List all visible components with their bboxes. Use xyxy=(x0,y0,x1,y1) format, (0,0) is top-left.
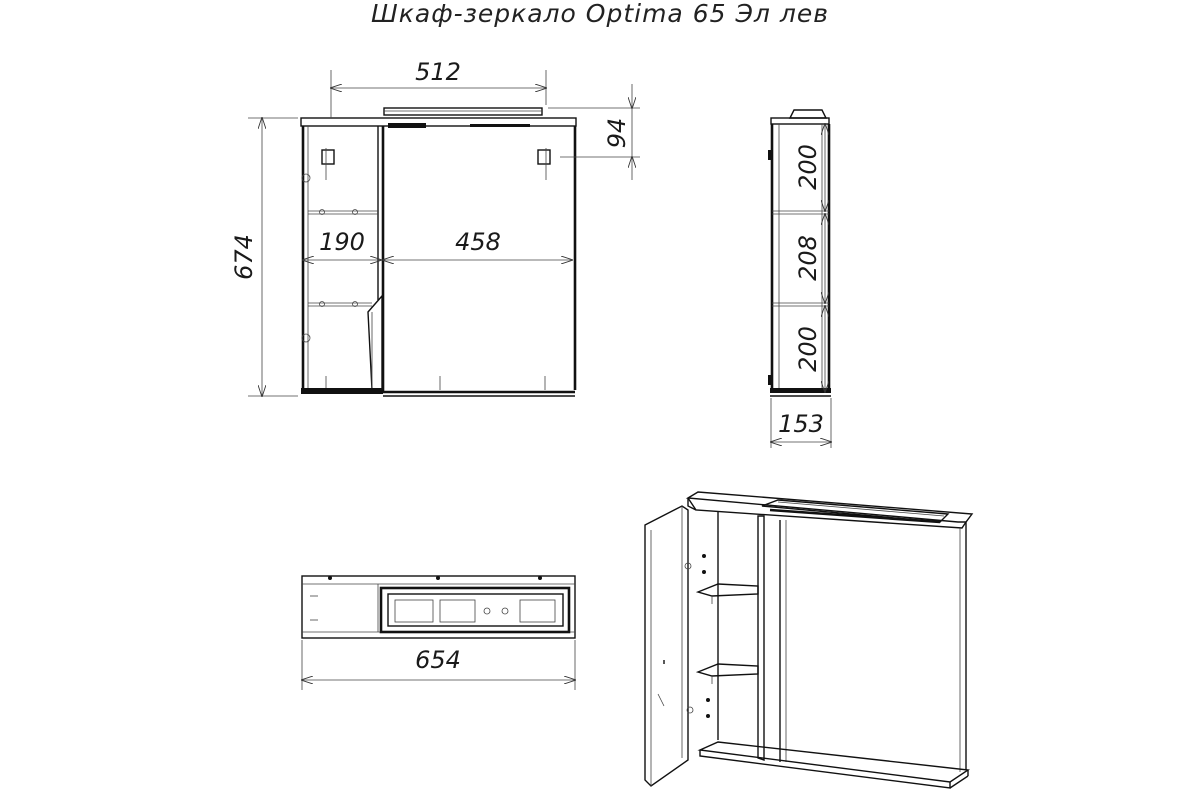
side-light-profile xyxy=(790,110,826,118)
iso-open-door xyxy=(645,506,688,786)
top-dimensions xyxy=(302,640,575,690)
front-top-panel xyxy=(301,118,576,126)
dim-label-208: 208 xyxy=(794,235,822,281)
dim-label-654: 654 xyxy=(415,646,461,674)
dim-label-458: 458 xyxy=(455,228,501,256)
dim-label-94: 94 xyxy=(603,117,631,149)
front-door-edge xyxy=(368,296,382,390)
dim-label-190: 190 xyxy=(319,228,365,256)
front-light-bar xyxy=(384,108,542,115)
drawing-title: Шкаф-зеркало Optima 65 Эл лев xyxy=(371,0,829,28)
isometric-view xyxy=(645,492,972,788)
top-view xyxy=(302,576,575,638)
dim-label-200-lower: 200 xyxy=(794,326,822,372)
dim-label-200-upper: 200 xyxy=(794,144,822,190)
hanger-left xyxy=(322,150,334,164)
dim-label-674: 674 xyxy=(230,234,258,280)
dim-label-512: 512 xyxy=(415,58,461,86)
dim-label-153: 153 xyxy=(778,410,824,438)
hanger-right xyxy=(538,150,550,164)
